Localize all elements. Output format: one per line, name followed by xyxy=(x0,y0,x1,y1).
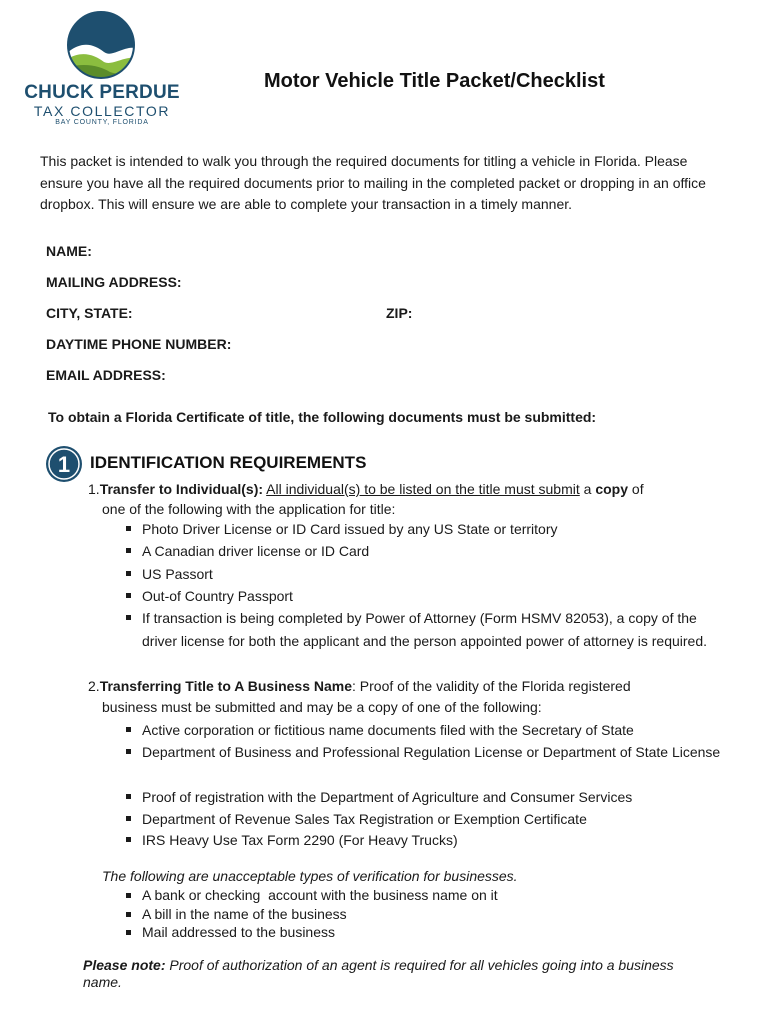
bullet-text: Active corporation or fictitious name documents filed with the Secretary of State xyxy=(142,722,634,738)
item-underlined-text: All individual(s) to be listed on the title must submit xyxy=(266,481,580,497)
bullet-text: A bill in the name of the business xyxy=(142,906,347,922)
list-item xyxy=(126,886,498,904)
bullet-text: Photo Driver License or ID Card issued by any US State or territory xyxy=(142,521,558,537)
bullet-text: Proof of registration with the Department of Agriculture and Consumer Services xyxy=(142,789,633,805)
please-note xyxy=(83,957,683,991)
mailing-address-label: MAILING ADDRESS: xyxy=(46,274,182,290)
logo-emblem-icon xyxy=(66,10,136,80)
city-state-label: CITY, STATE: xyxy=(46,305,133,321)
phone-label: DAYTIME PHONE NUMBER: xyxy=(46,336,232,352)
list-item xyxy=(126,607,722,652)
logo-name: CHUCK PERDUE xyxy=(24,82,180,103)
item-bold-label: Transferring Title to A Business Name xyxy=(99,678,353,694)
page-title: Motor Vehicle Title Packet/Checklist xyxy=(264,70,605,92)
bullet-text: If transaction is being completed by Power of Attorney (Form HSMV 82053), a copy of the driver license for both the applicant and the person appointed power of attorney is required. xyxy=(142,610,708,649)
list-item xyxy=(126,518,722,541)
bullet-text: Out-of Country Passport xyxy=(142,588,293,604)
section-heading: IDENTIFICATION REQUIREMENTS xyxy=(90,453,367,472)
item-continuation: business must be submitted and may be a copy of one of the following: xyxy=(102,699,542,715)
step-one-badge-icon xyxy=(45,445,83,483)
list-item xyxy=(126,563,722,586)
item-text: : Proof of the validity of the Florida registered xyxy=(352,678,631,694)
please-note-text: Proof of authorization of an agent is required for all vehicles going into a business name. xyxy=(83,957,674,990)
logo-county: BAY COUNTY, FLORIDA xyxy=(55,119,149,126)
intro-paragraph: This packet is intended to walk you through the required documents for titling a vehicle in Florida. Please ensure you have all the required documents prior to mailing in the completed packet or dropping in an office dropbox. This will ensure we are able to complete your transaction in a timely manner. xyxy=(40,153,706,212)
item-bold-label: Transfer to Individual(s): xyxy=(99,481,264,497)
bullet-text: US Passort xyxy=(142,566,213,582)
item-bold-copy: copy xyxy=(595,481,629,497)
name-field-label: NAME: xyxy=(46,243,92,259)
list-item xyxy=(126,719,722,742)
bullet-text: Department of Business and Professional Regulation License or Department of State License xyxy=(142,744,721,760)
item-number: 1. xyxy=(88,481,100,497)
unacceptable-note: The following are unacceptable types of verification for businesses. xyxy=(102,868,518,884)
list-item xyxy=(88,479,728,499)
list-item xyxy=(126,741,722,764)
list-item xyxy=(88,676,728,696)
requirements-intro: To obtain a Florida Certificate of title, the following documents must be submitted: xyxy=(48,409,597,425)
item-text: of xyxy=(628,481,644,497)
list-item xyxy=(126,829,722,852)
tax-collector-logo xyxy=(18,8,186,130)
list-item xyxy=(126,786,722,809)
item-continuation: one of the following with the application for title: xyxy=(102,501,396,517)
item-text: a xyxy=(579,481,596,497)
bullet-text: Department of Revenue Sales Tax Registration or Exemption Certificate xyxy=(142,811,587,827)
bullet-text: A bank or checking account with the business name on it xyxy=(142,887,498,903)
zip-label: ZIP: xyxy=(386,305,413,321)
list-item xyxy=(126,923,335,941)
list-item xyxy=(126,808,722,831)
step-number: 1 xyxy=(57,452,71,477)
bullet-text: A Canadian driver license or ID Card xyxy=(142,543,370,559)
bullet-text: IRS Heavy Use Tax Form 2290 (For Heavy Trucks) xyxy=(142,832,458,848)
list-item xyxy=(126,540,722,563)
list-item xyxy=(126,585,722,608)
bullet-text: Mail addressed to the business xyxy=(142,924,335,940)
item-number: 2. xyxy=(88,678,100,694)
list-item xyxy=(126,905,347,923)
logo-subtitle: TAX COLLECTOR xyxy=(33,103,171,119)
email-label: EMAIL ADDRESS: xyxy=(46,367,166,383)
please-note-label: Please note: xyxy=(83,957,166,973)
